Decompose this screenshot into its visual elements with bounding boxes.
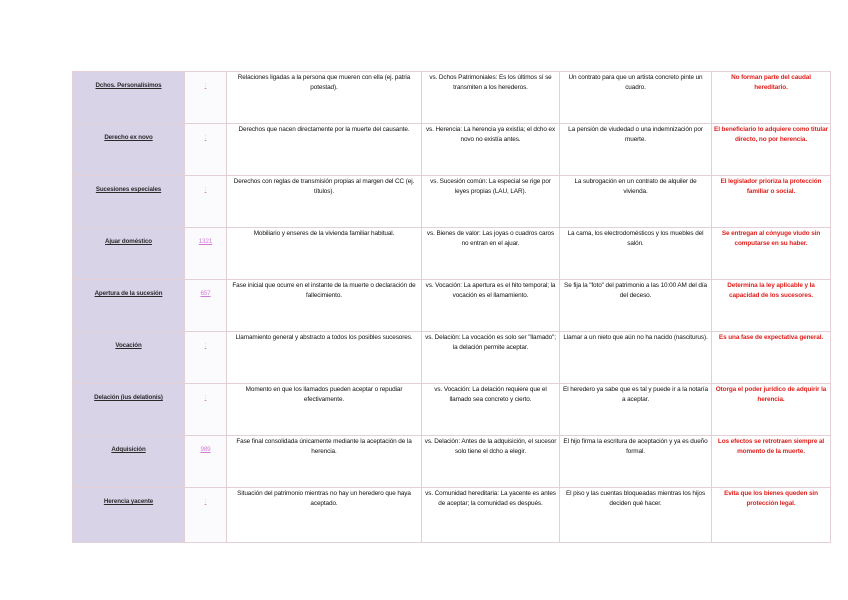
comparison-cell: vs. Dchos Patrimoniales: Es los últimos sí se transmiten a los herederos. [422,72,560,124]
article-cell [185,124,227,176]
article-link[interactable]: 657 [200,290,211,297]
term-cell [73,228,185,280]
example-cell: Un contrato para que un artista concreto pinte un cuadro. [560,72,712,124]
article-cell [185,72,227,124]
article-link[interactable]: 1321 [198,238,213,245]
article-cell [185,176,227,228]
article-cell [185,436,227,488]
comparison-cell: vs. Delación: Antes de la adquisición, el sucesor solo tiene el dcho a elegir. [422,436,560,488]
consequence-cell: Se entregan al cónyuge viudo sin computarse en su haber. [712,228,831,280]
table-row [73,280,831,332]
term-cell: Derecho ex novo [104,134,153,141]
table-row [73,332,831,384]
table-row [73,124,831,176]
term-cell [73,436,185,488]
consequence-cell: Determina la ley aplicable y la capacidad de los sucesores. [712,280,831,332]
article-link[interactable]: : [204,186,207,193]
term-cell [73,124,185,176]
table-body [73,72,831,543]
example-cell: La cama, los electrodomésticos y los muebles del salón. [560,228,712,280]
comparison-cell: vs. Comunidad hereditaria: La yacente es antes de aceptar; la comunidad es después. [422,488,560,543]
table-row [73,488,831,543]
comparison-cell: vs. Sucesión común: La especial se rige por leyes propias (LAU, LAR). [422,176,560,228]
definition-cell: Derechos que nacen directamente por la muerte del causante. [227,124,422,176]
example-cell: La pensión de viudedad o una indemnización por muerte. [560,124,712,176]
example-cell: El heredero ya sabe que es tal y puede ir a la notaría a aceptar. [560,384,712,436]
comparison-cell: vs. Vocación: La apertura es el hito temporal; la vocación es el llamamiento. [422,280,560,332]
term-cell: Sucesiones especiales [95,186,162,193]
term-cell [73,72,185,124]
example-cell: El piso y las cuentas bloqueadas mientras los hijos deciden qué hacer. [560,488,712,543]
comparison-cell: vs. Bienes de valor: Las joyas o cuadros caros no entran en el ajuar. [422,228,560,280]
term-cell [73,384,185,436]
term-cell: Ajuar doméstico [105,238,152,245]
consequence-cell: No forman parte del caudal hereditario. [712,72,831,124]
term-cell: Herencia yacente [103,498,154,505]
definition-cell: Momento en que los llamados pueden aceptar o repudiar efectivamente. [227,384,422,436]
example-cell: Llamar a un nieto que aún no ha nacido (nasciturus). [560,332,712,384]
definition-cell: Fase inicial que ocurre en el instante de la muerte o declaración de fallecimiento. [227,280,422,332]
comparison-cell: vs. Vocación: La delación requiere que el llamado sea concreto y cierto. [422,384,560,436]
article-link[interactable]: : [204,82,207,89]
article-cell [185,488,227,543]
consequence-cell: El legislador prioriza la protección familiar o social. [712,176,831,228]
example-cell: Se fija la "foto" del patrimonio a las 10:00 AM del día del deceso. [560,280,712,332]
table-row [73,228,831,280]
term-cell: Delación (ius delationis) [94,394,163,401]
terms-table [72,71,831,543]
consequence-cell: Otorga el poder jurídico de adquirir la herencia. [712,384,831,436]
article-link[interactable]: : [204,134,207,141]
definition-cell: Llamamiento general y abstracto a todos los posibles sucesores. [227,332,422,384]
term-cell: Vocación [115,342,142,349]
definition-cell: Situación del patrimonio mientras no hay un heredero que haya aceptado. [227,488,422,543]
comparison-cell: vs. Herencia: La herencia ya existía; el dcho ex novo no existía antes. [422,124,560,176]
term-cell [73,488,185,543]
consequence-cell: El beneficiario lo adquiere como titular directo, no por herencia. [712,124,831,176]
term-cell: Adquisición [111,446,146,453]
table-row [73,176,831,228]
article-link[interactable]: : [204,394,207,401]
article-cell [185,228,227,280]
definition-cell: Relaciones ligadas a la persona que mueren con ella (ej. patria potestad). [227,72,422,124]
comparison-cell: vs. Delación: La vocación es solo ser "llamado"; la delación permite aceptar. [422,332,560,384]
table-row [73,72,831,124]
consequence-cell: Es una fase de expectativa general. [712,332,831,384]
article-cell [185,332,227,384]
article-link[interactable]: : [204,498,207,505]
definition-cell: Mobiliario y enseres de la vivienda familiar habitual. [227,228,422,280]
table-row [73,436,831,488]
term-cell: Apertura de la sucesión [94,290,163,297]
term-cell: Dchos. Personalísimos [95,82,162,89]
example-cell: La subrogación en un contrato de alquiler de vivienda. [560,176,712,228]
term-cell [73,332,185,384]
example-cell: El hijo firma la escritura de aceptación y ya es dueño formal. [560,436,712,488]
article-link[interactable]: 989 [200,446,211,453]
table-row [73,384,831,436]
consequence-cell: Los efectos se retrotraen siempre al momento de la muerte. [712,436,831,488]
term-cell [73,176,185,228]
article-cell [185,280,227,332]
article-link[interactable]: : [204,342,207,349]
definition-cell: Derechos con reglas de transmisión propias al margen del CC (ej. títulos). [227,176,422,228]
term-cell [73,280,185,332]
consequence-cell: Evita que los bienes queden sin protección legal. [712,488,831,543]
article-cell [185,384,227,436]
definition-cell: Fase final consolidada únicamente mediante la aceptación de la herencia. [227,436,422,488]
